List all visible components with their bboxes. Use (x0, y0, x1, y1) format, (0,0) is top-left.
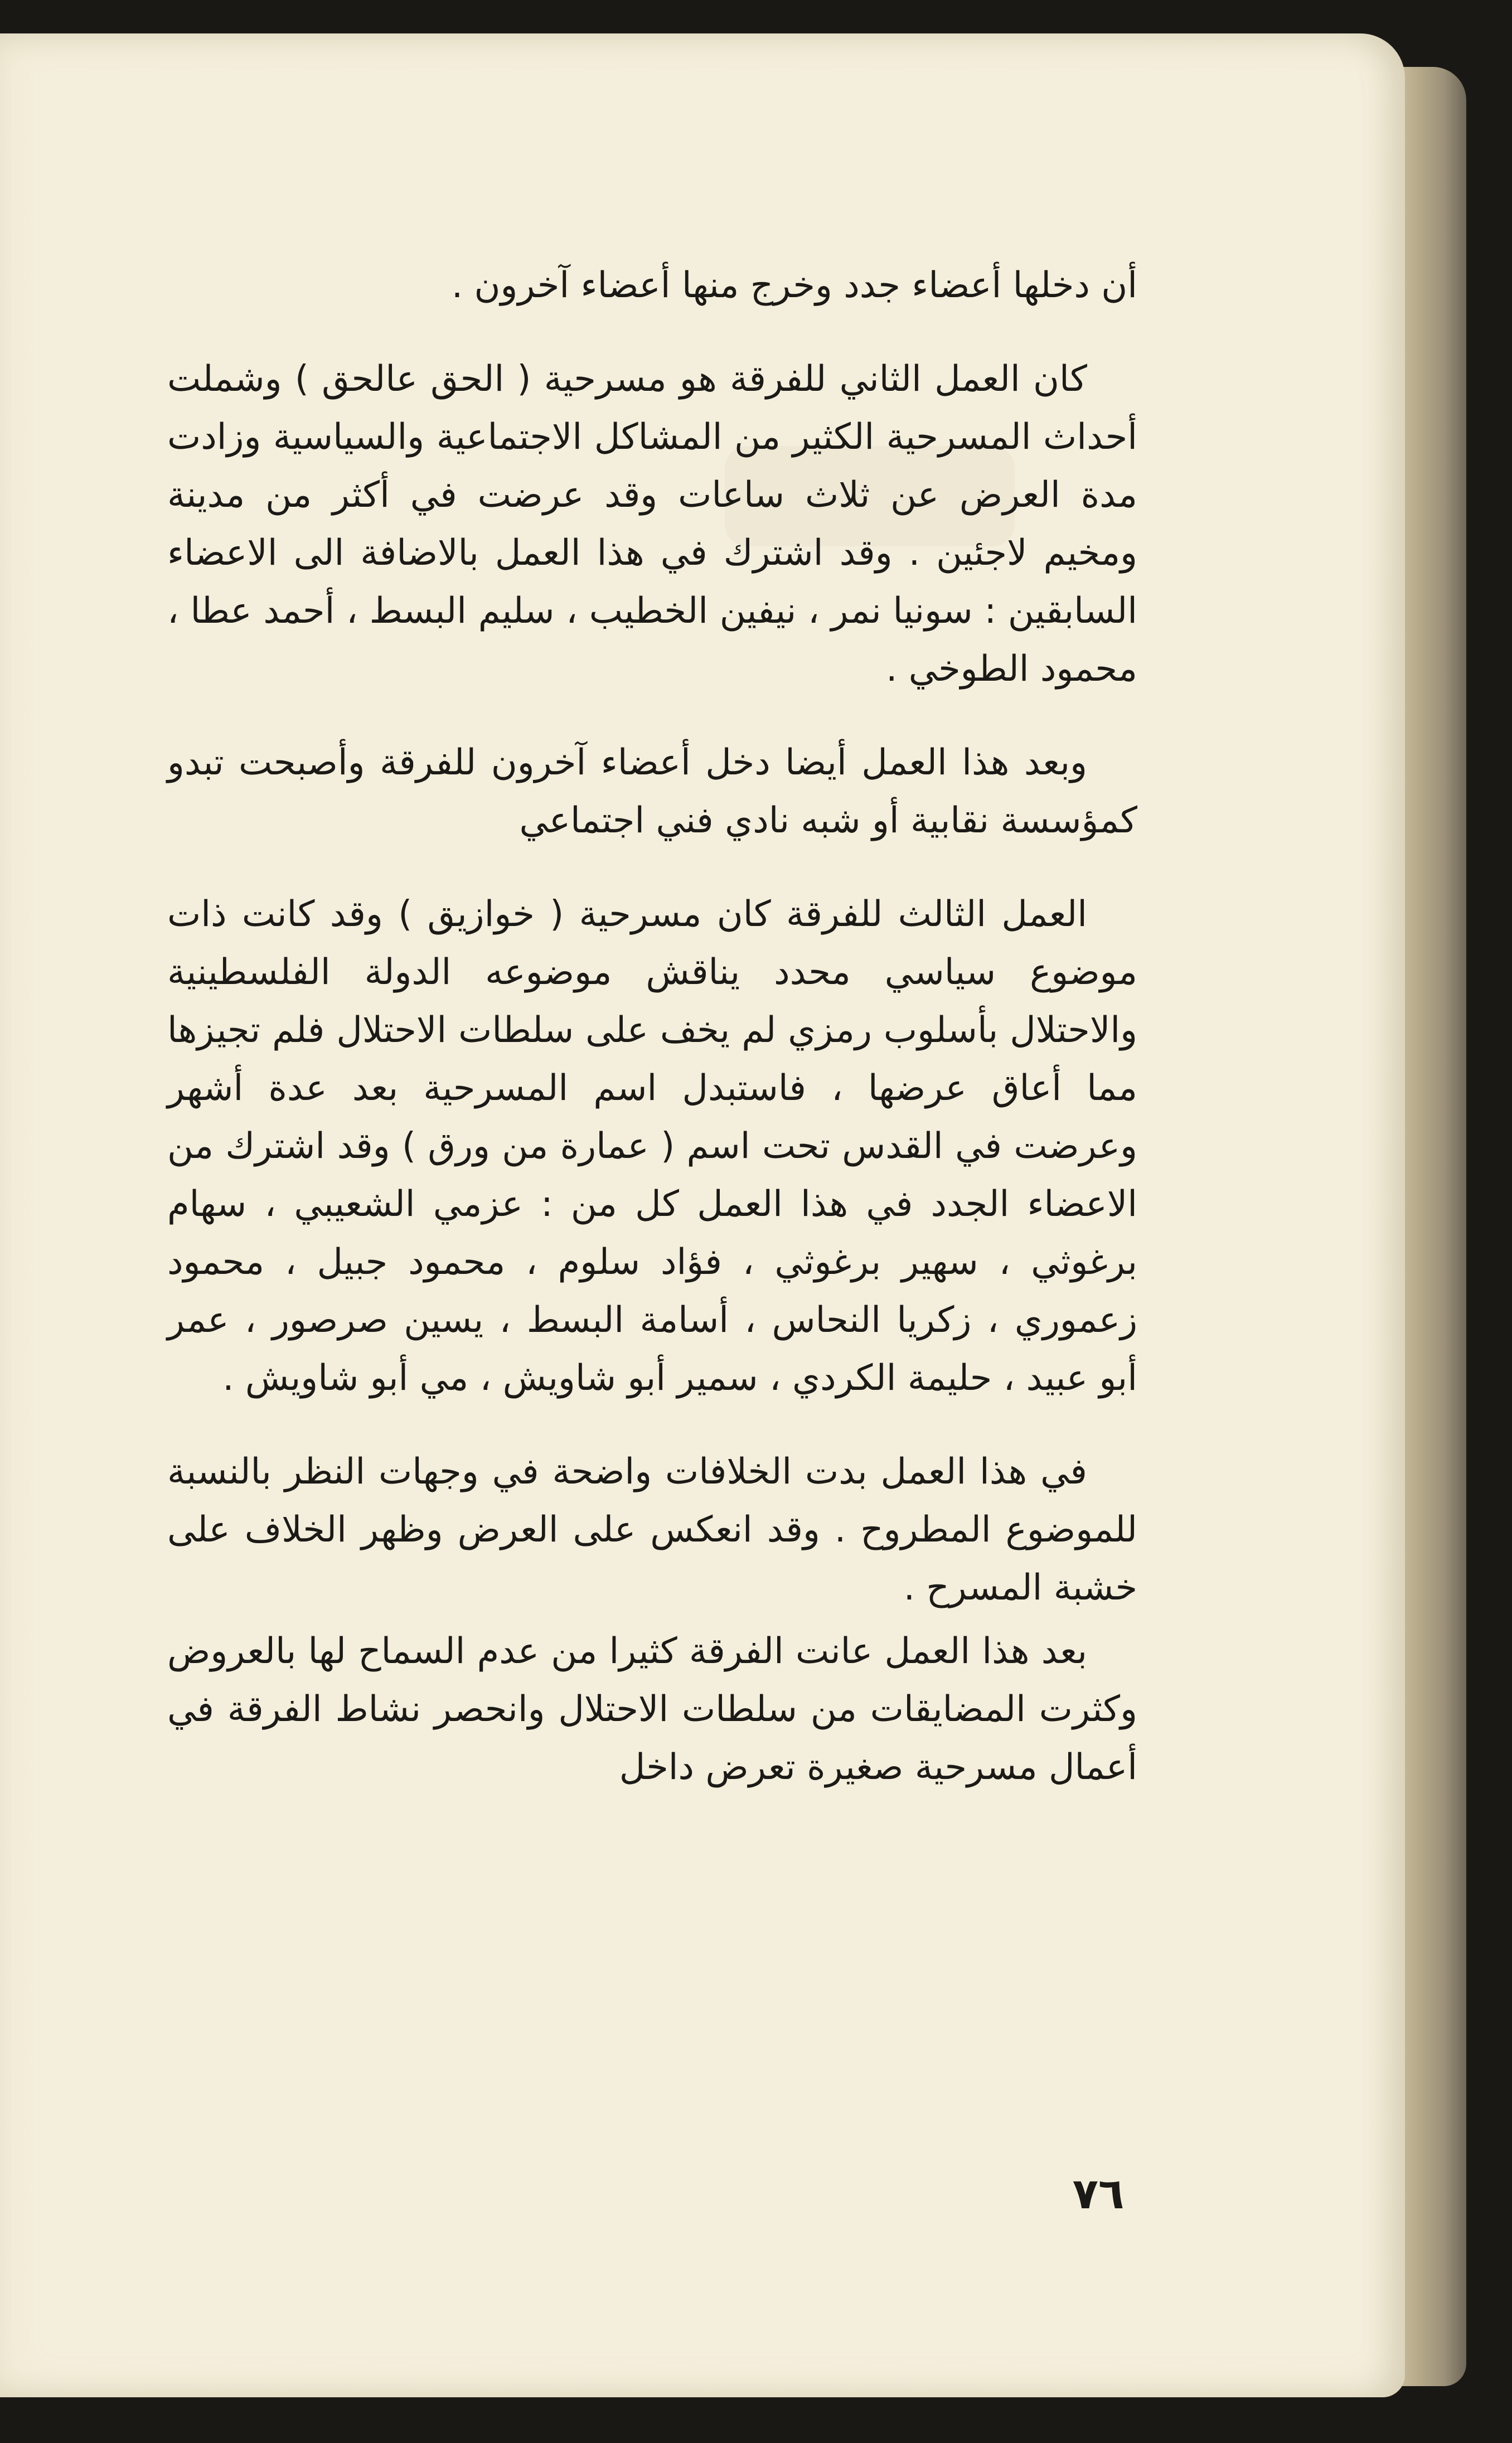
book-page (0, 33, 1405, 2397)
paragraph-3: وبعد هذا العمل أيضا دخل أعضاء آخرون للفرقة وأصبحت تبدو كمؤسسة نقابية أو شبه نادي فني اجتماعي (167, 742, 1137, 841)
paragraph-4: العمل الثالث للفرقة كان مسرحية ( خوازيق ) وقد كانت ذات موضوع سياسي محدد يناقش موضوعه الدولة الفلسطينية والاحتلال بأسلوب رمزي لم يخف على سلطات الاحتلال فلم تجيزها مما أعاق عرضها ، فاستبدل اسم المسرحية بعد عدة أشهر وعرضت في القدس تحت اسم ( عمارة من ورق ) وقد اشترك من الاعضاء الجدد في هذا العمل كل من : عزمي الشعيبي ، سهام برغوثي ، سهير برغوثي ، فؤاد سلوم ، محمود جبيل ، محمود زعموري ، زكريا النحاس ، أسامة البسط ، يسين صرصور ، عمر أبو عبيد ، حليمة الكردي ، سمير أبو شاويش ، مي أبو شاويش . (167, 894, 1137, 1399)
paragraph-5: في هذا العمل بدت الخلافات واضحة في وجهات النظر بالنسبة للموضوع المطروح . وقد انعكس على العرض وظهر الخلاف على خشبة المسرح . (167, 1451, 1137, 1608)
body-text (167, 256, 1137, 1832)
paragraph-1: أن دخلها أعضاء جدد وخرج منها أعضاء آخرون . (451, 265, 1137, 306)
paragraph-6: بعد هذا العمل عانت الفرقة كثيرا من عدم السماح لها بالعروض وكثرت المضايقات من سلطات الاحتلال وانحصر نشاط الفرقة في أعمال مسرحية صغيرة تعرض داخل (167, 1631, 1137, 1788)
paragraph-2: كان العمل الثاني للفرقة هو مسرحية ( الحق عالحق ) وشملت أحداث المسرحية الكثير من المشاكل الاجتماعية والسياسية وزادت مدة العرض عن ثلاث ساعات وقد عرضت في أكثر من مدينة ومخيم لاجئين . وقد اشترك في هذا العمل بالاضافة الى الاعضاء السابقين : سونيا نمر ، نيفين الخطيب ، سليم البسط ، أحمد عطا ، محمود الطوخي . (167, 358, 1137, 690)
page-number: ٧٦ (1072, 2169, 1125, 2218)
